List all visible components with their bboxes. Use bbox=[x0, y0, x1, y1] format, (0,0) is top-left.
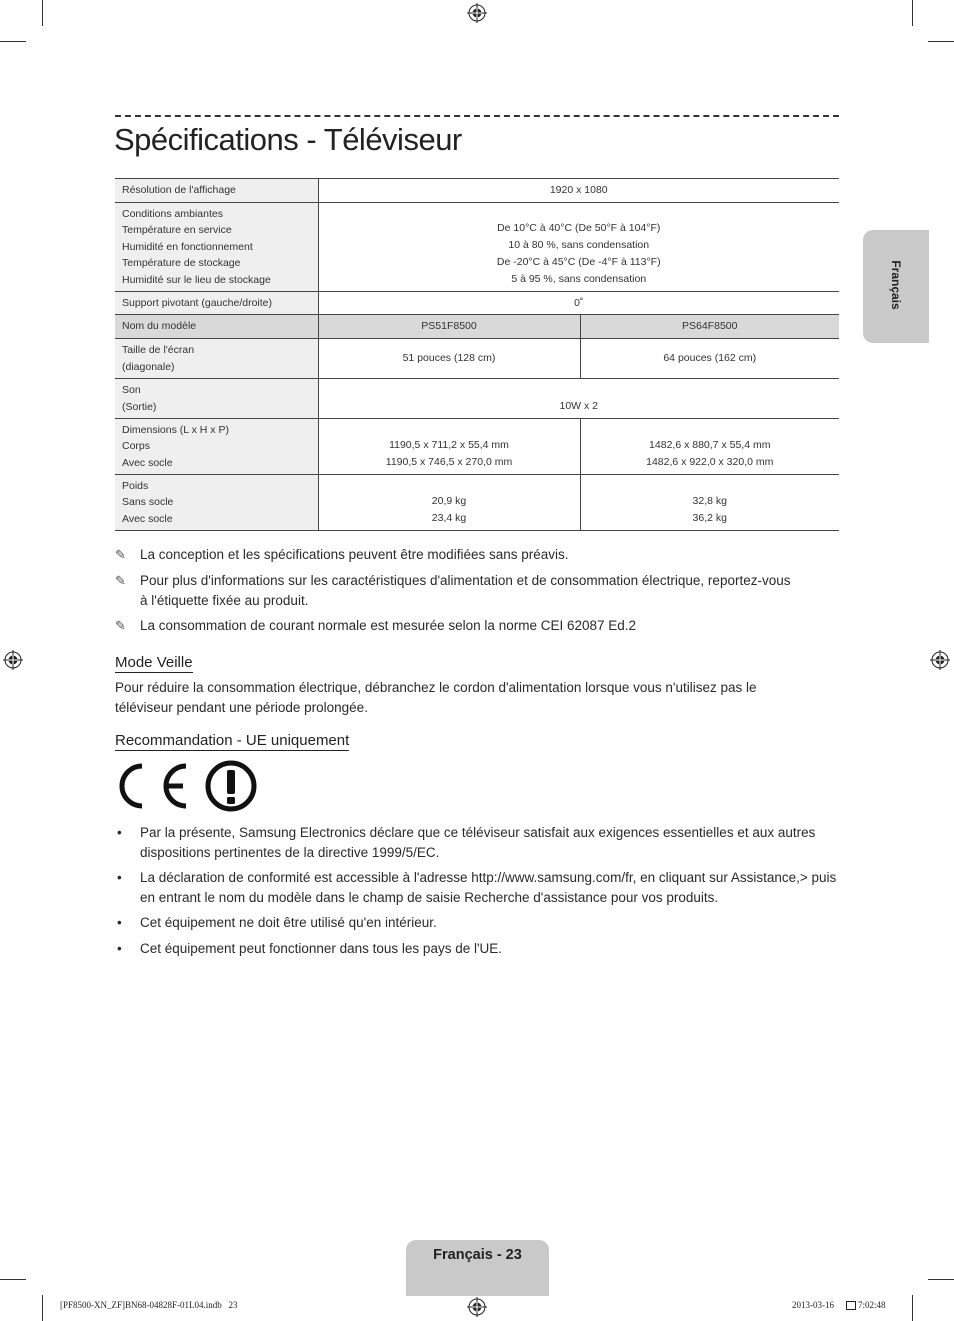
crop-mark bbox=[0, 41, 26, 42]
language-side-tab bbox=[863, 230, 929, 343]
list-item-text: La déclaration de conformité est accessible à l'adresse http://www.samsung.com/fr, en cliquant sur Assistance,> puis en entrant le nom du modèle dans le champ de saisie Recherche d'assistance pour vos produits. bbox=[140, 870, 837, 905]
row-label bbox=[115, 419, 318, 475]
registration-mark-icon bbox=[467, 1297, 487, 1317]
table-row bbox=[115, 203, 839, 292]
crop-mark bbox=[42, 1295, 43, 1321]
row-label bbox=[115, 339, 318, 379]
table-row bbox=[115, 379, 839, 419]
table-row bbox=[115, 339, 839, 379]
row-value: 64 pouces (162 cm) bbox=[580, 339, 839, 379]
page-number-tab bbox=[406, 1240, 549, 1296]
page-number: Français - 23 bbox=[433, 1247, 522, 1263]
bullet-icon: • bbox=[117, 825, 122, 840]
pencil-icon: ✎ bbox=[115, 573, 126, 588]
value-line: 1190,5 x 711,2 x 55,4 mm bbox=[389, 439, 509, 451]
crop-mark bbox=[912, 1295, 913, 1321]
list-item-text: Cet équipement ne doit être utilisé qu'en intérieur. bbox=[140, 915, 437, 930]
row-value: 0˚ bbox=[318, 292, 839, 315]
label-line: Avec socle bbox=[122, 456, 173, 469]
list-item-text: Par la présente, Samsung Electronics déclare que ce téléviseur satisfait aux exigences essentielles et aux autres dispositions pertinentes de la directive 1999/5/EC. bbox=[140, 825, 816, 860]
note-item bbox=[115, 616, 795, 636]
row-value: 51 pouces (128 cm) bbox=[318, 339, 580, 379]
row-value bbox=[580, 419, 839, 475]
row-label: Résolution de l'affichage bbox=[115, 179, 318, 203]
value-line: 23,4 kg bbox=[431, 512, 467, 524]
note-text: Pour plus d'informations sur les caractéristiques d'alimentation et de consommation électrique, reportez-vous à l'étiquette fixée au produit. bbox=[140, 573, 791, 608]
row-label: Support pivotant (gauche/droite) bbox=[115, 292, 318, 315]
standby-heading: Mode Veille bbox=[115, 654, 193, 671]
list-item bbox=[115, 868, 840, 907]
table-row bbox=[115, 419, 839, 475]
model-col-2: PS64F8500 bbox=[580, 315, 839, 339]
row-value bbox=[318, 203, 839, 292]
value-line: 32,8 kg bbox=[692, 495, 727, 507]
crop-mark bbox=[42, 0, 43, 26]
registration-mark-icon bbox=[930, 650, 950, 670]
value-line: 1482,6 x 880,7 x 55,4 mm bbox=[649, 439, 771, 451]
value-line: 10 à 80 %, sans condensation bbox=[508, 239, 650, 251]
bullet-icon: • bbox=[117, 915, 122, 930]
label-line: Avec socle bbox=[122, 512, 173, 525]
list-item-text: Cet équipement peut fonctionner dans tous les pays de l'UE. bbox=[140, 941, 503, 956]
row-label bbox=[115, 475, 318, 531]
note-item bbox=[115, 545, 795, 565]
spec-table bbox=[115, 178, 839, 531]
crop-mark bbox=[928, 41, 954, 42]
row-value bbox=[318, 475, 580, 531]
footer-file-name: [PF8500-XN_ZF]BN68-04828F-01L04.indb 23 bbox=[60, 1300, 238, 1310]
label-line: Température en service bbox=[122, 224, 232, 237]
label-line: (diagonale) bbox=[122, 360, 175, 373]
crop-mark bbox=[0, 1279, 26, 1280]
row-label bbox=[115, 379, 318, 419]
pencil-icon: ✎ bbox=[115, 618, 126, 633]
model-col-1: PS51F8500 bbox=[318, 315, 580, 339]
ce-mark-icon bbox=[115, 761, 197, 811]
crop-mark bbox=[912, 0, 913, 26]
footer-date: 2013-03-16 bbox=[792, 1300, 834, 1310]
bullet-icon: • bbox=[117, 941, 122, 956]
value-line: 1482,6 x 922,0 x 320,0 mm bbox=[646, 456, 774, 468]
label-line: Humidité sur le lieu de stockage bbox=[122, 273, 271, 286]
row-label bbox=[115, 203, 318, 292]
label-line: Dimensions (L x H x P) bbox=[122, 423, 229, 436]
value-line: 5 à 95 %, sans condensation bbox=[511, 273, 647, 285]
bullet-icon: • bbox=[117, 870, 122, 885]
table-row bbox=[115, 292, 839, 315]
list-item bbox=[115, 823, 840, 862]
value-line: De -20°C à 45°C (De -4°F à 113°F) bbox=[496, 256, 661, 268]
value-line: 36,2 kg bbox=[692, 512, 727, 524]
label-line: Sans socle bbox=[122, 496, 174, 509]
table-row bbox=[115, 179, 839, 203]
label-line: Corps bbox=[122, 440, 151, 453]
page-title: Spécifications - Téléviseur bbox=[114, 122, 462, 157]
registration-mark-icon bbox=[3, 650, 23, 670]
row-value bbox=[318, 419, 580, 475]
label-line: Poids bbox=[122, 479, 149, 492]
list-item bbox=[115, 939, 840, 959]
alert-class2-icon bbox=[204, 759, 258, 813]
note-item bbox=[115, 571, 795, 610]
value-line: 1190,5 x 746,5 x 270,0 mm bbox=[385, 456, 513, 468]
recommendation-heading: Recommandation - UE uniquement bbox=[115, 732, 350, 749]
title-rule bbox=[115, 115, 839, 117]
pencil-icon: ✎ bbox=[115, 547, 126, 562]
value-line: 20,9 kg bbox=[431, 495, 467, 507]
label-line: Taille de l'écran bbox=[122, 344, 195, 356]
language-side-tab-label: Français bbox=[889, 260, 903, 310]
row-value: 1920 x 1080 bbox=[318, 179, 839, 203]
crop-mark bbox=[928, 1279, 954, 1280]
label-line: Son bbox=[122, 384, 141, 396]
table-row bbox=[115, 475, 839, 531]
row-value bbox=[580, 475, 839, 531]
label-line: Conditions ambiantes bbox=[122, 207, 223, 220]
row-value: 10W x 2 bbox=[318, 379, 839, 419]
registration-mark-icon bbox=[467, 3, 487, 23]
label-line: Humidité en fonctionnement bbox=[122, 240, 253, 253]
label-line: Température de stockage bbox=[122, 257, 241, 270]
note-text: La consommation de courant normale est mesurée selon la norme CEI 62087 Ed.2 bbox=[140, 618, 637, 633]
label-line: (Sortie) bbox=[122, 400, 157, 413]
footer-placeholder-glyph bbox=[846, 1301, 856, 1310]
note-text: La conception et les spécifications peuvent être modifiées sans préavis. bbox=[140, 547, 569, 562]
row-label: Nom du modèle bbox=[115, 315, 318, 339]
standby-text: Pour réduire la consommation électrique, débranchez le cordon d'alimentation lorsque vous n'utilisez pas le téléviseur pendant une période prolongée. bbox=[115, 680, 757, 715]
table-header-row bbox=[115, 315, 839, 339]
value-line: De 10°C à 40°C (De 50°F à 104°F) bbox=[497, 222, 661, 234]
footer-time: 7:02:48 bbox=[858, 1300, 886, 1310]
list-item bbox=[115, 913, 840, 933]
